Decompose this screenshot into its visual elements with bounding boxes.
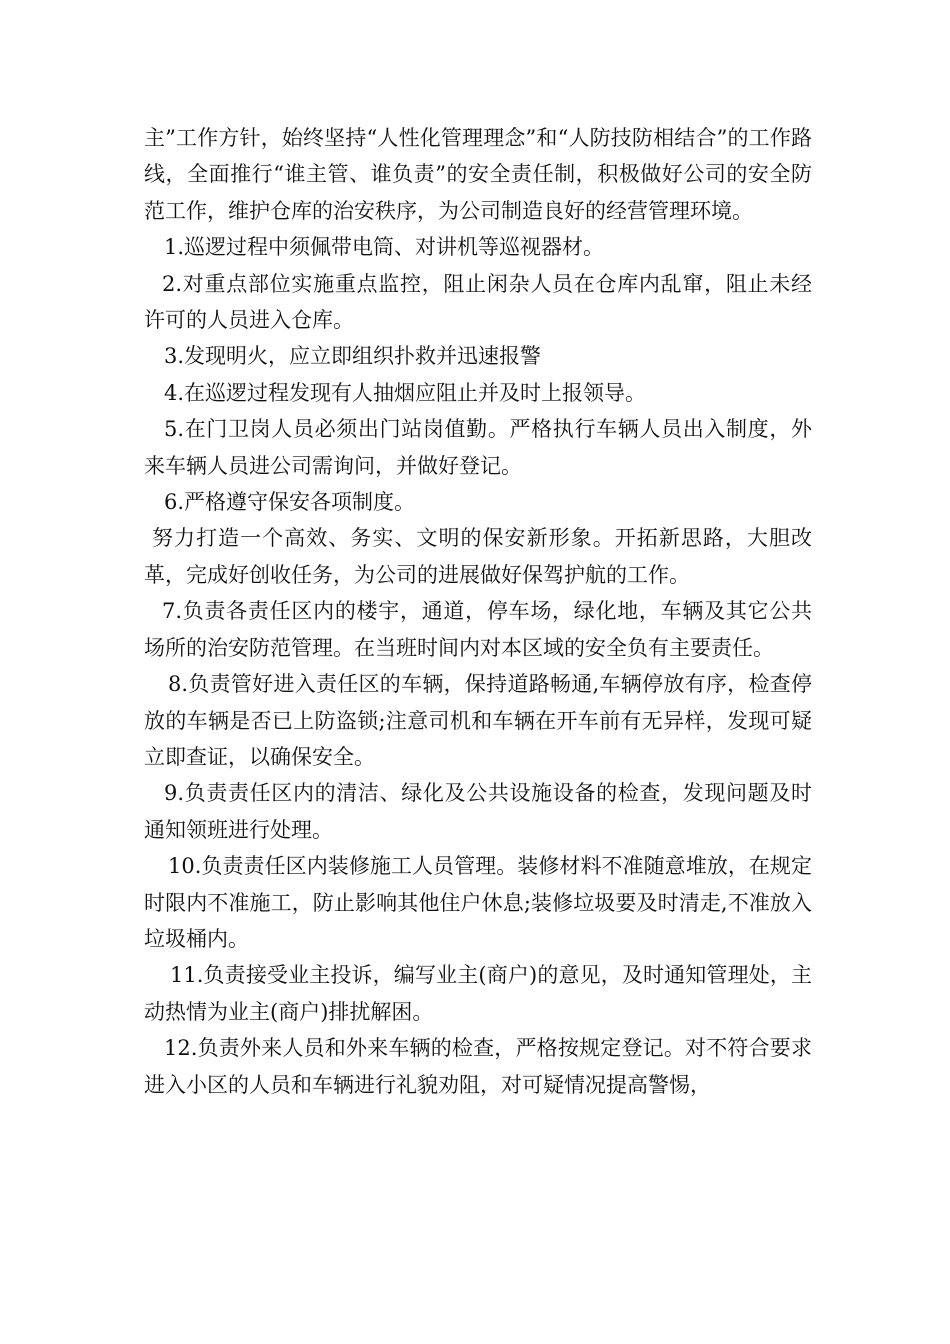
list-item: 4.在巡逻过程发现有人抽烟应阻止并及时上报领导。 <box>164 380 647 405</box>
document-body <box>144 120 812 1103</box>
list-item: 10.负责责任区内装修施工人员管理。装修材料不准随意堆放，在规定时限内不准施工，防止影响其他住户休息;装修垃圾要及时清走,不准放入垃圾桶内。 <box>144 854 812 951</box>
summary-paragraph: 努力打造一个高效、务实、文明的保安新形象。开拓新思路，大胆改革，完成好创收任务，为公司的进展做好保驾护航的工作。 <box>144 526 812 587</box>
list-item: 5.在门卫岗人员必须出门站岗值勤。严格执行车辆人员出入制度，外来车辆人员进公司需询问，并做好登记。 <box>144 417 812 478</box>
list-item: 11.负责接受业主投诉，编写业主(商户)的意见，及时通知管理处，主动热情为业主(商户)排扰解困。 <box>144 963 812 1024</box>
list-item: 1.巡逻过程中须佩带电筒、对讲机等巡视器材。 <box>164 235 605 260</box>
list-item: 3.发现明火，应立即组织扑救并迅速报警 <box>164 344 542 369</box>
list-item: 9.负责责任区内的清洁、绿化及公共设施设备的检查，发现问题及时通知领班进行处理。 <box>144 781 812 842</box>
list-item: 7.负责各责任区内的楼宇，通道，停车场，绿化地，车辆及其它公共场所的治安防范管理。在当班时间内对本区域的安全负有主要责任。 <box>144 599 812 660</box>
intro-paragraph: 主”工作方针，始终坚持“人性化管理理念”和“人防技防相结合”的工作路线，全面推行“谁主管、谁负责”的安全责任制，积极做好公司的安全防范工作，维护仓库的治安秩序，为公司制造良好的经营管理环境。 <box>144 126 812 223</box>
list-item: 2.对重点部位实施重点监控，阻止闲杂人员在仓库内乱窜，阻止未经许可的人员进入仓库。 <box>144 271 812 333</box>
list-item: 6.严格遵守保安各项制度。 <box>164 490 416 515</box>
list-item: 12.负责外来人员和外来车辆的检查，严格按规定登记。对不符合要求进入小区的人员和车辆进行礼貌劝阻，对可疑情况提高警惕， <box>144 1036 812 1097</box>
list-item: 8.负责管好进入责任区的车辆，保持道路畅通,车辆停放有序，检查停放的车辆是否已上防盗锁;注意司机和车辆在开车前有无异样，发现可疑立即查证，以确保安全。 <box>144 672 812 769</box>
